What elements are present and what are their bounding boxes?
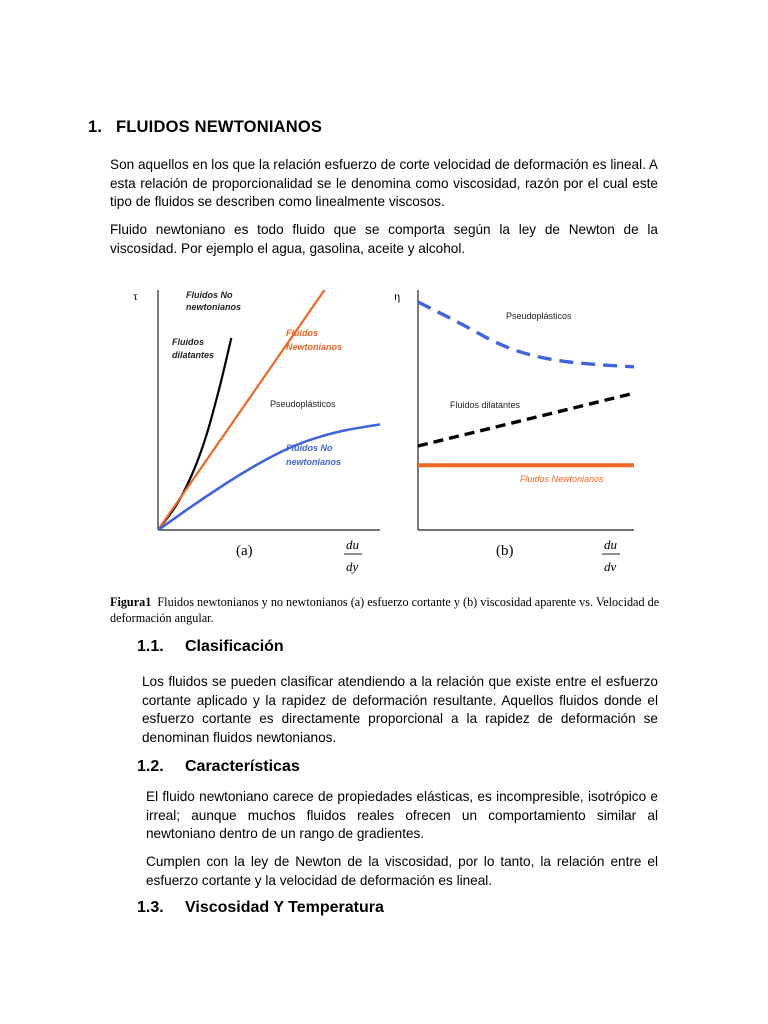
label-dilatant-2: dilatantes — [172, 350, 215, 360]
subsection-number: 1.3. — [137, 899, 164, 916]
panel-b-y-label: η — [394, 289, 401, 303]
paragraph-newton-law: Fluido newtoniano es todo fluido que se comporta según la ley de Newton de la viscosidad. Por ejemplo el agua, gasolina, aceite y alcohol. — [110, 222, 658, 256]
paragraph-clasificacion: Los fluidos se pueden clasificar atendiendo a la relación que existe entre el esfuerzo cortante aplicado y la rapidez de deformación resultante. Aquellos fluidos donde el esfuerzo cortante es directamente proporcional a la rapidez de deformación se denominan fluidos newtonianos. — [142, 674, 658, 745]
section-title: FLUIDOS NEWTONIANOS — [116, 118, 323, 136]
paragraph-caracteristicas-2: Cumplen con la ley de Newton de la viscosidad, por lo tanto, la relación entre el esfuerzo cortante y la velocidad de deformación es lineal. — [146, 854, 658, 888]
label-non-newtonian-bottom-1: Fluidos No — [286, 443, 333, 453]
subsection-heading-caracteristicas — [137, 758, 300, 776]
panel-b-label: (b) — [496, 543, 514, 559]
subsection-title: Características — [185, 758, 300, 775]
label-dilatant-1: Fluidos — [172, 337, 204, 347]
paragraph-caracteristicas-1: El fluido newtoniano carece de propiedades elásticas, es incompresible, isotrópico e irreal; aunque muchos fluidos reales ofrecen un comportamiento similar al newtoniano dentro de un rango de gradientes. — [146, 789, 658, 841]
figure-caption — [110, 594, 660, 626]
panel-a-y-label: τ — [133, 289, 138, 303]
section-heading — [88, 118, 322, 137]
panel-a-x-numerator: du — [346, 537, 359, 552]
subsection-number: 1.2. — [137, 758, 164, 775]
label-pseudoplastic: Pseudoplásticos — [270, 399, 336, 409]
curve-dilatant — [158, 338, 231, 530]
panel-a — [133, 289, 380, 574]
label-non-newtonian-bottom-2: newtonianos — [286, 457, 342, 467]
caption-label: Figura1 — [110, 595, 152, 609]
label-b-newtonian: Fluidos Newtonianos — [520, 474, 604, 484]
panel-b-x-numerator: du — [604, 537, 617, 552]
subsection-number: 1.1. — [137, 638, 164, 655]
label-non-newtonian-top-1: Fluidos No — [186, 290, 233, 300]
label-b-pseudoplastic: Pseudoplásticos — [506, 311, 572, 321]
paragraph-definition: Son aquellos en los que la relación esfuerzo de corte velocidad de deformación es lineal. A esta relación de proporcionalidad se le denomina como viscosidad, razón por el cual este tipo de fluidos se describen como linealmente viscosos. — [110, 157, 658, 209]
label-non-newtonian-top-2: newtonianos — [186, 302, 242, 312]
section-number: 1. — [88, 118, 103, 136]
label-newtonian-2: Newtonianos — [286, 342, 343, 352]
subsection-title: Viscosidad Y Temperatura — [185, 899, 384, 916]
subsection-heading-viscosidad — [137, 899, 384, 917]
caption-text: Fluidos newtonianos y no newtonianos (a) esfuerzo cortante y (b) viscosidad aparente vs. Velocidad de deformación angular. — [110, 595, 660, 625]
label-newtonian-1: Fluidos — [286, 328, 318, 338]
panel-a-label: (a) — [236, 543, 253, 559]
subsection-title: Clasificación — [185, 638, 284, 655]
panel-b — [394, 289, 634, 574]
panel-b-x-denominator: dv — [604, 559, 617, 574]
panel-a-x-denominator: dy — [346, 559, 359, 574]
figure-graphs — [100, 278, 660, 588]
curve-newtonian — [158, 290, 325, 530]
label-b-dilatant: Fluidos dilatantes — [450, 400, 521, 410]
subsection-heading-clasificacion — [137, 638, 284, 656]
